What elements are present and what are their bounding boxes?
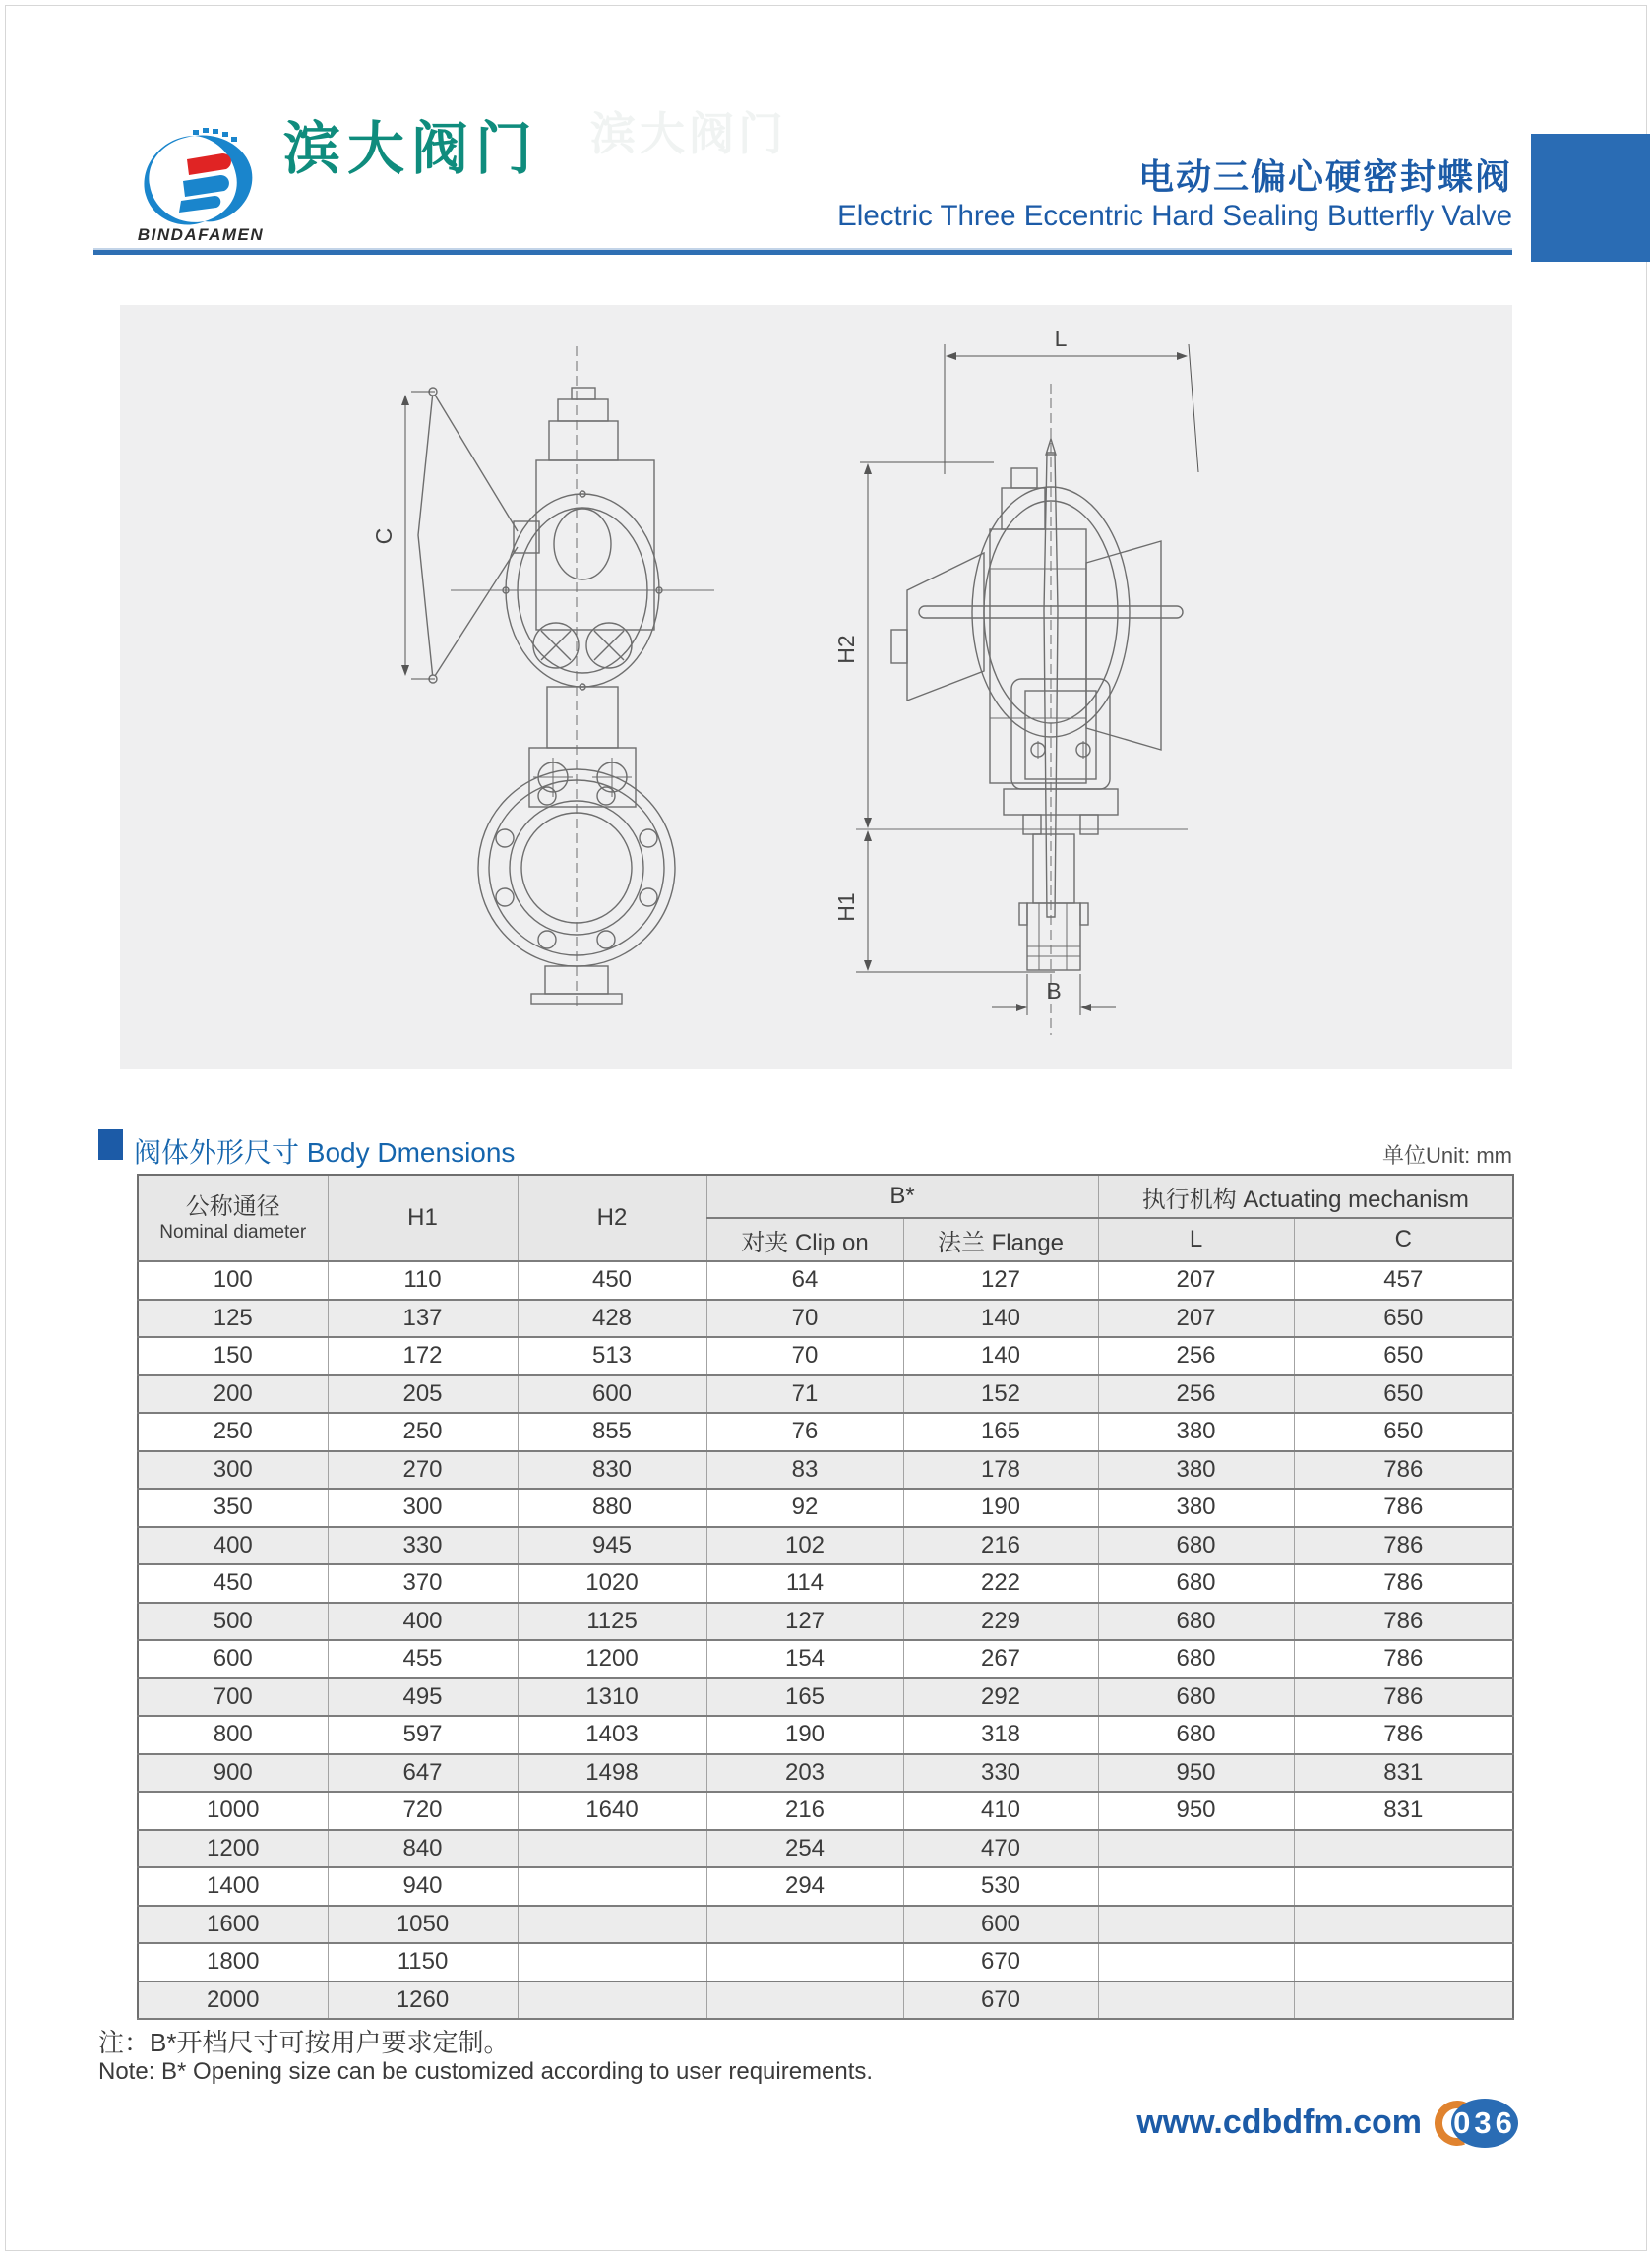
table-cell: 207 [1098, 1261, 1294, 1300]
table-cell: 1400 [138, 1867, 328, 1906]
table-row [138, 1982, 1513, 2020]
table-cell: 70 [706, 1337, 903, 1375]
drawing-panel [120, 305, 1512, 1069]
table-cell: 450 [138, 1564, 328, 1603]
table-cell: 400 [328, 1603, 518, 1641]
table-cell: 670 [903, 1982, 1098, 2020]
table-cell: 71 [706, 1375, 903, 1414]
table-cell: 2000 [138, 1982, 328, 2020]
table-cell [1294, 1982, 1513, 2020]
table-cell: 70 [706, 1300, 903, 1338]
table-cell: 1200 [138, 1830, 328, 1868]
table-cell: 330 [328, 1527, 518, 1565]
table-cell: 1310 [518, 1678, 706, 1717]
table-cell: 786 [1294, 1603, 1513, 1641]
table-cell: 650 [1294, 1337, 1513, 1375]
table-row [138, 1754, 1513, 1793]
table-cell: 292 [903, 1678, 1098, 1717]
col-header-nominal-diameter [138, 1175, 328, 1261]
table-cell: 800 [138, 1716, 328, 1754]
dimensions-table-wrap [137, 1174, 1512, 2020]
table-cell: 720 [328, 1792, 518, 1830]
table-cell: 1150 [328, 1943, 518, 1982]
table-cell: 950 [1098, 1792, 1294, 1830]
table-cell: 114 [706, 1564, 903, 1603]
table-cell: 222 [903, 1564, 1098, 1603]
col-header-c: C [1294, 1218, 1513, 1261]
table-cell [1098, 1943, 1294, 1982]
table-cell: 380 [1098, 1451, 1294, 1490]
table-cell: 950 [1098, 1754, 1294, 1793]
col-header-h2: H2 [518, 1175, 706, 1261]
table-cell: 150 [138, 1337, 328, 1375]
table-cell: 1000 [138, 1792, 328, 1830]
table-cell [1294, 1830, 1513, 1868]
table-cell: 650 [1294, 1413, 1513, 1451]
table-cell [1098, 1906, 1294, 1944]
table-cell: 428 [518, 1300, 706, 1338]
table-cell: 1800 [138, 1943, 328, 1982]
dim-h2 [860, 462, 994, 827]
table-cell: 650 [1294, 1375, 1513, 1414]
table-cell: 700 [138, 1678, 328, 1717]
table-cell: 140 [903, 1337, 1098, 1375]
table-row [138, 1906, 1513, 1944]
table-cell: 267 [903, 1640, 1098, 1678]
table-cell: 140 [903, 1300, 1098, 1338]
col-header-nominal-cn: 公称通径 [185, 1193, 280, 1220]
table-cell: 294 [706, 1867, 903, 1906]
table-cell [518, 1867, 706, 1906]
table-cell: 1600 [138, 1906, 328, 1944]
table-cell: 670 [903, 1943, 1098, 1982]
table-row [138, 1867, 1513, 1906]
dim-c [405, 392, 435, 679]
page-title-en: Electric Three Eccentric Hard Sealing Butterfly Valve [837, 200, 1512, 232]
logo-text: BINDAFAMEN [137, 225, 265, 244]
table-cell: 500 [138, 1603, 328, 1641]
table-cell [518, 1906, 706, 1944]
page-number: 036 [1451, 2099, 1518, 2148]
section-title: 阀体外形尺寸 Body Dmensions [134, 1137, 516, 1168]
table-row [138, 1830, 1513, 1868]
header-accent-block [1531, 134, 1650, 262]
table-cell [1098, 1830, 1294, 1868]
col-header-h1: H1 [328, 1175, 518, 1261]
table-cell: 855 [518, 1413, 706, 1451]
table-cell: 216 [903, 1527, 1098, 1565]
table-cell: 513 [518, 1337, 706, 1375]
table-row [138, 1603, 1513, 1641]
table-cell: 380 [1098, 1489, 1294, 1527]
table-body [138, 1261, 1513, 2019]
dim-label-b: B [1046, 978, 1062, 1004]
table-cell: 1125 [518, 1603, 706, 1641]
table-cell: 786 [1294, 1451, 1513, 1490]
table-row [138, 1375, 1513, 1414]
table-cell: 1200 [518, 1640, 706, 1678]
table-cell: 410 [903, 1792, 1098, 1830]
table-cell: 457 [1294, 1261, 1513, 1300]
table-cell: 680 [1098, 1640, 1294, 1678]
table-cell: 125 [138, 1300, 328, 1338]
table-cell: 92 [706, 1489, 903, 1527]
table-row [138, 1527, 1513, 1565]
table-cell: 270 [328, 1451, 518, 1490]
table-cell [1098, 1982, 1294, 2020]
table-cell: 165 [706, 1678, 903, 1717]
table-cell: 256 [1098, 1375, 1294, 1414]
table-cell: 880 [518, 1489, 706, 1527]
table-cell: 530 [903, 1867, 1098, 1906]
table-cell: 216 [706, 1792, 903, 1830]
logo-graphic [136, 128, 266, 244]
table-row [138, 1261, 1513, 1300]
table-cell: 495 [328, 1678, 518, 1717]
table-cell [1098, 1867, 1294, 1906]
table-cell: 200 [138, 1375, 328, 1414]
table-cell: 205 [328, 1375, 518, 1414]
table-row [138, 1716, 1513, 1754]
col-group-b: B* [706, 1175, 1098, 1218]
dim-label-c: C [371, 527, 397, 545]
table-row [138, 1564, 1513, 1603]
valve-drawings [120, 305, 1512, 1069]
front-view-drawing [418, 346, 714, 1007]
col-group-actuating-mechanism: 执行机构 Actuating mechanism [1098, 1175, 1513, 1218]
table-cell: 152 [903, 1375, 1098, 1414]
table-row [138, 1413, 1513, 1451]
col-header-clip-on: 对夹 Clip on [706, 1218, 903, 1261]
table-cell: 680 [1098, 1716, 1294, 1754]
table-row [138, 1678, 1513, 1717]
header-divider [93, 248, 1512, 255]
table-cell: 470 [903, 1830, 1098, 1868]
table-cell: 350 [138, 1489, 328, 1527]
table-cell: 900 [138, 1754, 328, 1793]
table-cell [706, 1943, 903, 1982]
table-cell [518, 1982, 706, 2020]
col-header-nominal-en: Nominal diameter [159, 1222, 307, 1243]
table-cell: 830 [518, 1451, 706, 1490]
table-cell [1294, 1906, 1513, 1944]
table-cell [706, 1906, 903, 1944]
dim-h1 [856, 831, 1055, 972]
table-cell: 300 [138, 1451, 328, 1490]
table-cell: 165 [903, 1413, 1098, 1451]
table-cell: 380 [1098, 1413, 1294, 1451]
table-cell: 154 [706, 1640, 903, 1678]
table-cell: 786 [1294, 1564, 1513, 1603]
table-cell: 64 [706, 1261, 903, 1300]
section-marker-square [98, 1129, 123, 1160]
table-cell: 250 [328, 1413, 518, 1451]
table-cell [706, 1982, 903, 2020]
dimensions-table [137, 1174, 1514, 2020]
table-cell: 229 [903, 1603, 1098, 1641]
table-row [138, 1792, 1513, 1830]
table-cell: 680 [1098, 1678, 1294, 1717]
table-cell: 600 [903, 1906, 1098, 1944]
table-cell: 203 [706, 1754, 903, 1793]
table-row [138, 1489, 1513, 1527]
side-view-drawing [856, 384, 1188, 1035]
table-cell: 83 [706, 1451, 903, 1490]
table-cell: 190 [903, 1489, 1098, 1527]
table-cell: 945 [518, 1527, 706, 1565]
table-cell: 76 [706, 1413, 903, 1451]
note-en: Note: B* Opening size can be customized according to user requirements. [98, 2058, 874, 2085]
table-cell: 1403 [518, 1716, 706, 1754]
page-number-badge [1435, 2098, 1529, 2149]
table-cell: 600 [518, 1375, 706, 1414]
dim-label-h1: H1 [833, 892, 859, 922]
note-cn: 注：B*开档尺寸可按用户要求定制。 [98, 2028, 510, 2057]
table-cell: 300 [328, 1489, 518, 1527]
website-link[interactable]: www.cdbdfm.com [1136, 2104, 1422, 2141]
table-cell: 1640 [518, 1792, 706, 1830]
table-cell: 100 [138, 1261, 328, 1300]
brand-name: 滨大阀门 [283, 117, 540, 181]
table-cell: 650 [1294, 1300, 1513, 1338]
brand-watermark: 滨大阀门 [590, 108, 787, 159]
table-cell: 190 [706, 1716, 903, 1754]
table-cell: 786 [1294, 1527, 1513, 1565]
page-title-cn: 电动三偏心硬密封蝶阀 [1137, 156, 1512, 197]
table-cell: 1020 [518, 1564, 706, 1603]
table-cell: 647 [328, 1754, 518, 1793]
table-cell: 831 [1294, 1754, 1513, 1793]
table-cell: 786 [1294, 1489, 1513, 1527]
table-cell [518, 1830, 706, 1868]
table-row [138, 1451, 1513, 1490]
table-cell: 786 [1294, 1678, 1513, 1717]
table-cell [1294, 1867, 1513, 1906]
table-cell: 831 [1294, 1792, 1513, 1830]
table-cell: 680 [1098, 1527, 1294, 1565]
table-cell: 680 [1098, 1564, 1294, 1603]
table-cell: 600 [138, 1640, 328, 1678]
table-cell: 137 [328, 1300, 518, 1338]
unit-label: 单位Unit: mm [1381, 1143, 1512, 1168]
table-cell: 1498 [518, 1754, 706, 1793]
table-header [138, 1175, 1513, 1261]
table-row [138, 1640, 1513, 1678]
table-cell: 400 [138, 1527, 328, 1565]
table-cell: 370 [328, 1564, 518, 1603]
table-cell: 127 [706, 1603, 903, 1641]
table-cell: 207 [1098, 1300, 1294, 1338]
table-cell: 786 [1294, 1640, 1513, 1678]
table-cell: 1050 [328, 1906, 518, 1944]
table-cell: 178 [903, 1451, 1098, 1490]
col-header-flange: 法兰 Flange [903, 1218, 1098, 1261]
table-cell: 256 [1098, 1337, 1294, 1375]
table-cell [518, 1943, 706, 1982]
table-cell: 330 [903, 1754, 1098, 1793]
table-cell: 1260 [328, 1982, 518, 2020]
table-cell: 455 [328, 1640, 518, 1678]
table-row [138, 1300, 1513, 1338]
table-cell: 840 [328, 1830, 518, 1868]
dim-label-h2: H2 [833, 635, 859, 664]
dim-label-l: L [1054, 326, 1068, 351]
table-cell: 102 [706, 1527, 903, 1565]
company-logo [136, 128, 266, 244]
table-cell: 940 [328, 1867, 518, 1906]
table-cell: 680 [1098, 1603, 1294, 1641]
dim-l [945, 344, 1198, 474]
table-cell: 254 [706, 1830, 903, 1868]
col-header-l: L [1098, 1218, 1294, 1261]
table-row [138, 1943, 1513, 1982]
table-row [138, 1337, 1513, 1375]
table-cell: 172 [328, 1337, 518, 1375]
table-cell: 250 [138, 1413, 328, 1451]
table-cell: 127 [903, 1261, 1098, 1300]
table-cell [1294, 1943, 1513, 1982]
table-cell: 450 [518, 1261, 706, 1300]
table-cell: 597 [328, 1716, 518, 1754]
table-cell: 318 [903, 1716, 1098, 1754]
table-cell: 786 [1294, 1716, 1513, 1754]
table-cell: 110 [328, 1261, 518, 1300]
